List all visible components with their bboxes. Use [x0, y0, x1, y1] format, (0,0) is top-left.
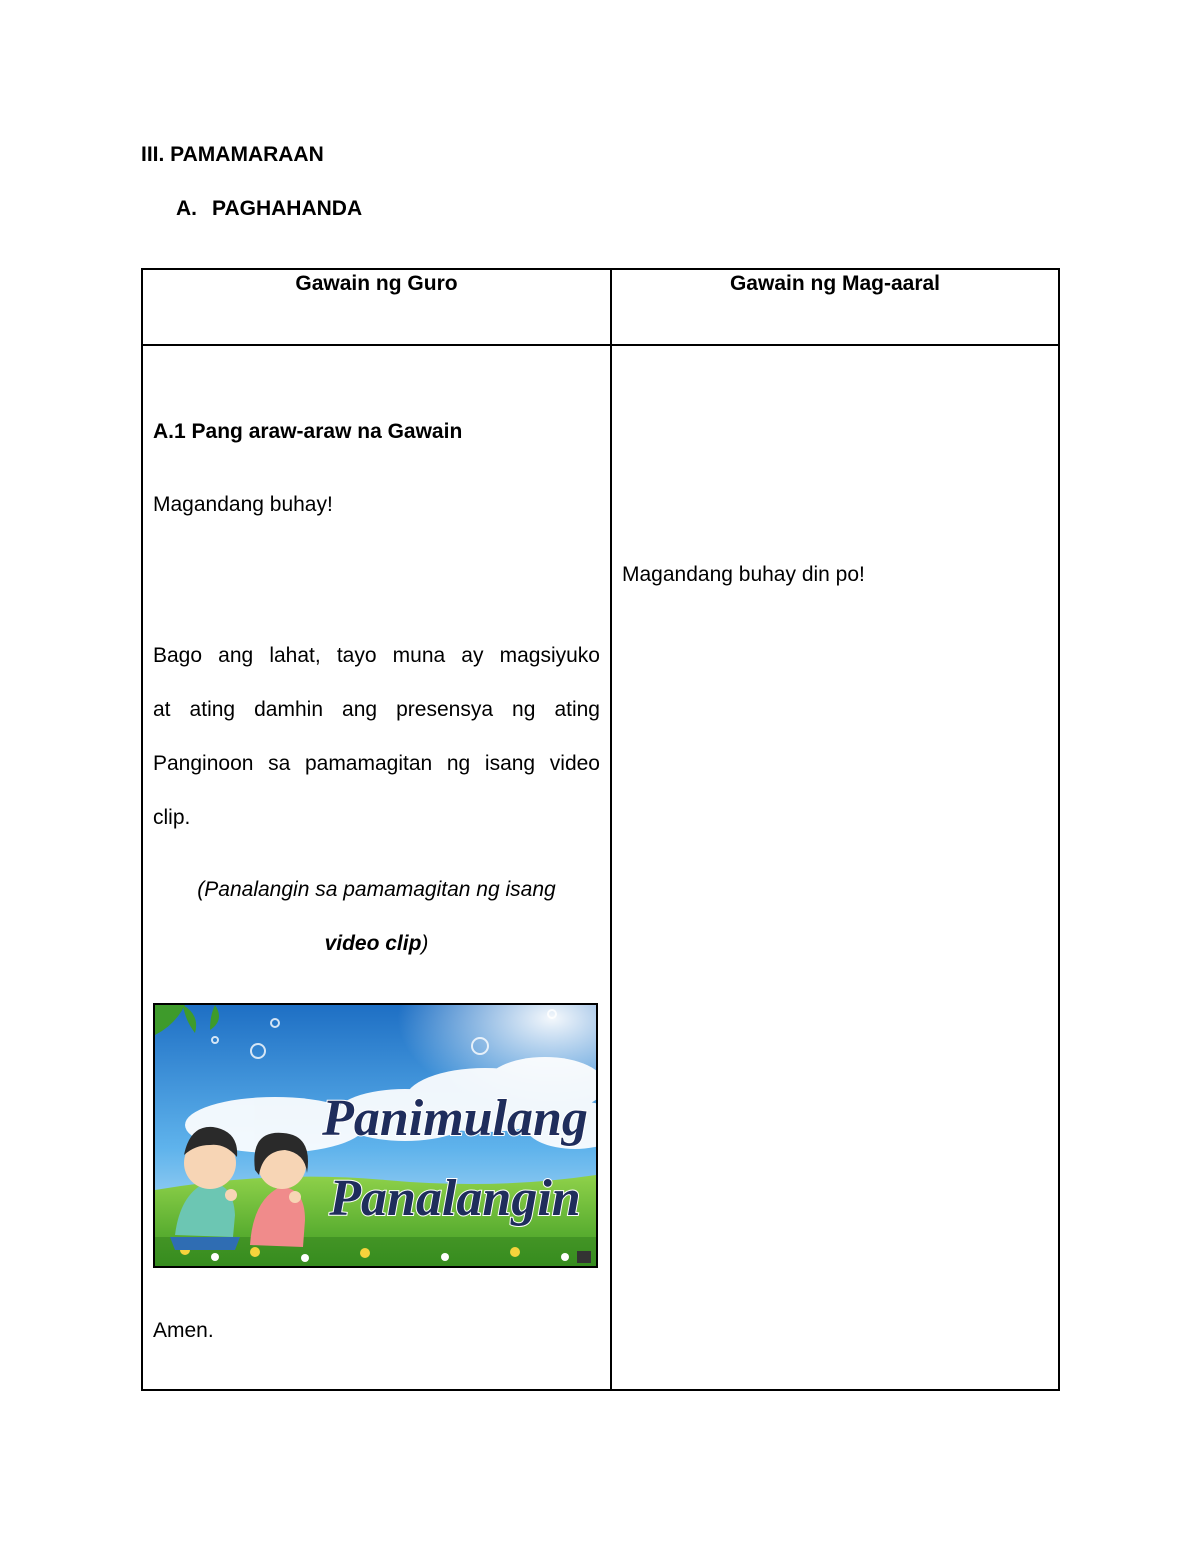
video-clip-label: video clip — [324, 932, 422, 955]
prayer-note — [153, 863, 600, 971]
image-title-line1: Panimulang — [322, 1090, 588, 1147]
section-title: III. PAMAMARAAN — [141, 143, 324, 166]
teacher-instruction — [153, 629, 600, 845]
prayer-note-close: ) — [421, 932, 429, 955]
subsection-letter: A. — [176, 197, 197, 220]
closing-text: Amen. — [153, 1319, 214, 1342]
instruction-line: clip. — [153, 806, 191, 829]
subsection-label: PAGHAHANDA — [212, 197, 363, 220]
subsection-title — [176, 197, 362, 221]
teacher-greeting: Magandang buhay! — [153, 493, 333, 516]
prayer-video-thumbnail — [153, 1003, 598, 1268]
student-column-header: Gawain ng Mag-aaral — [729, 272, 941, 295]
instruction-line: Bago ang lahat, tayo muna ay magsiyuko — [153, 644, 600, 667]
instruction-line: Panginoon sa pamamagitan ng isang video — [153, 752, 600, 775]
activity-heading: A.1 Pang araw-araw na Gawain — [153, 420, 463, 443]
column-divider — [610, 270, 612, 1389]
prayer-note-line: (Panalangin sa pamamagitan ng isang — [197, 878, 556, 901]
prayer-illustration — [155, 1005, 596, 1266]
activity-table — [141, 268, 1060, 1391]
student-response: Magandang buhay din po! — [622, 563, 865, 586]
prayer-note-line — [153, 917, 600, 971]
teacher-column-header: Gawain ng Guro — [295, 272, 458, 295]
video-control-icon — [577, 1251, 591, 1263]
header-divider — [143, 344, 1058, 346]
instruction-line: at ating damhin ang presensya ng ating — [153, 698, 600, 721]
image-title-line2: Panalangin — [329, 1170, 581, 1227]
